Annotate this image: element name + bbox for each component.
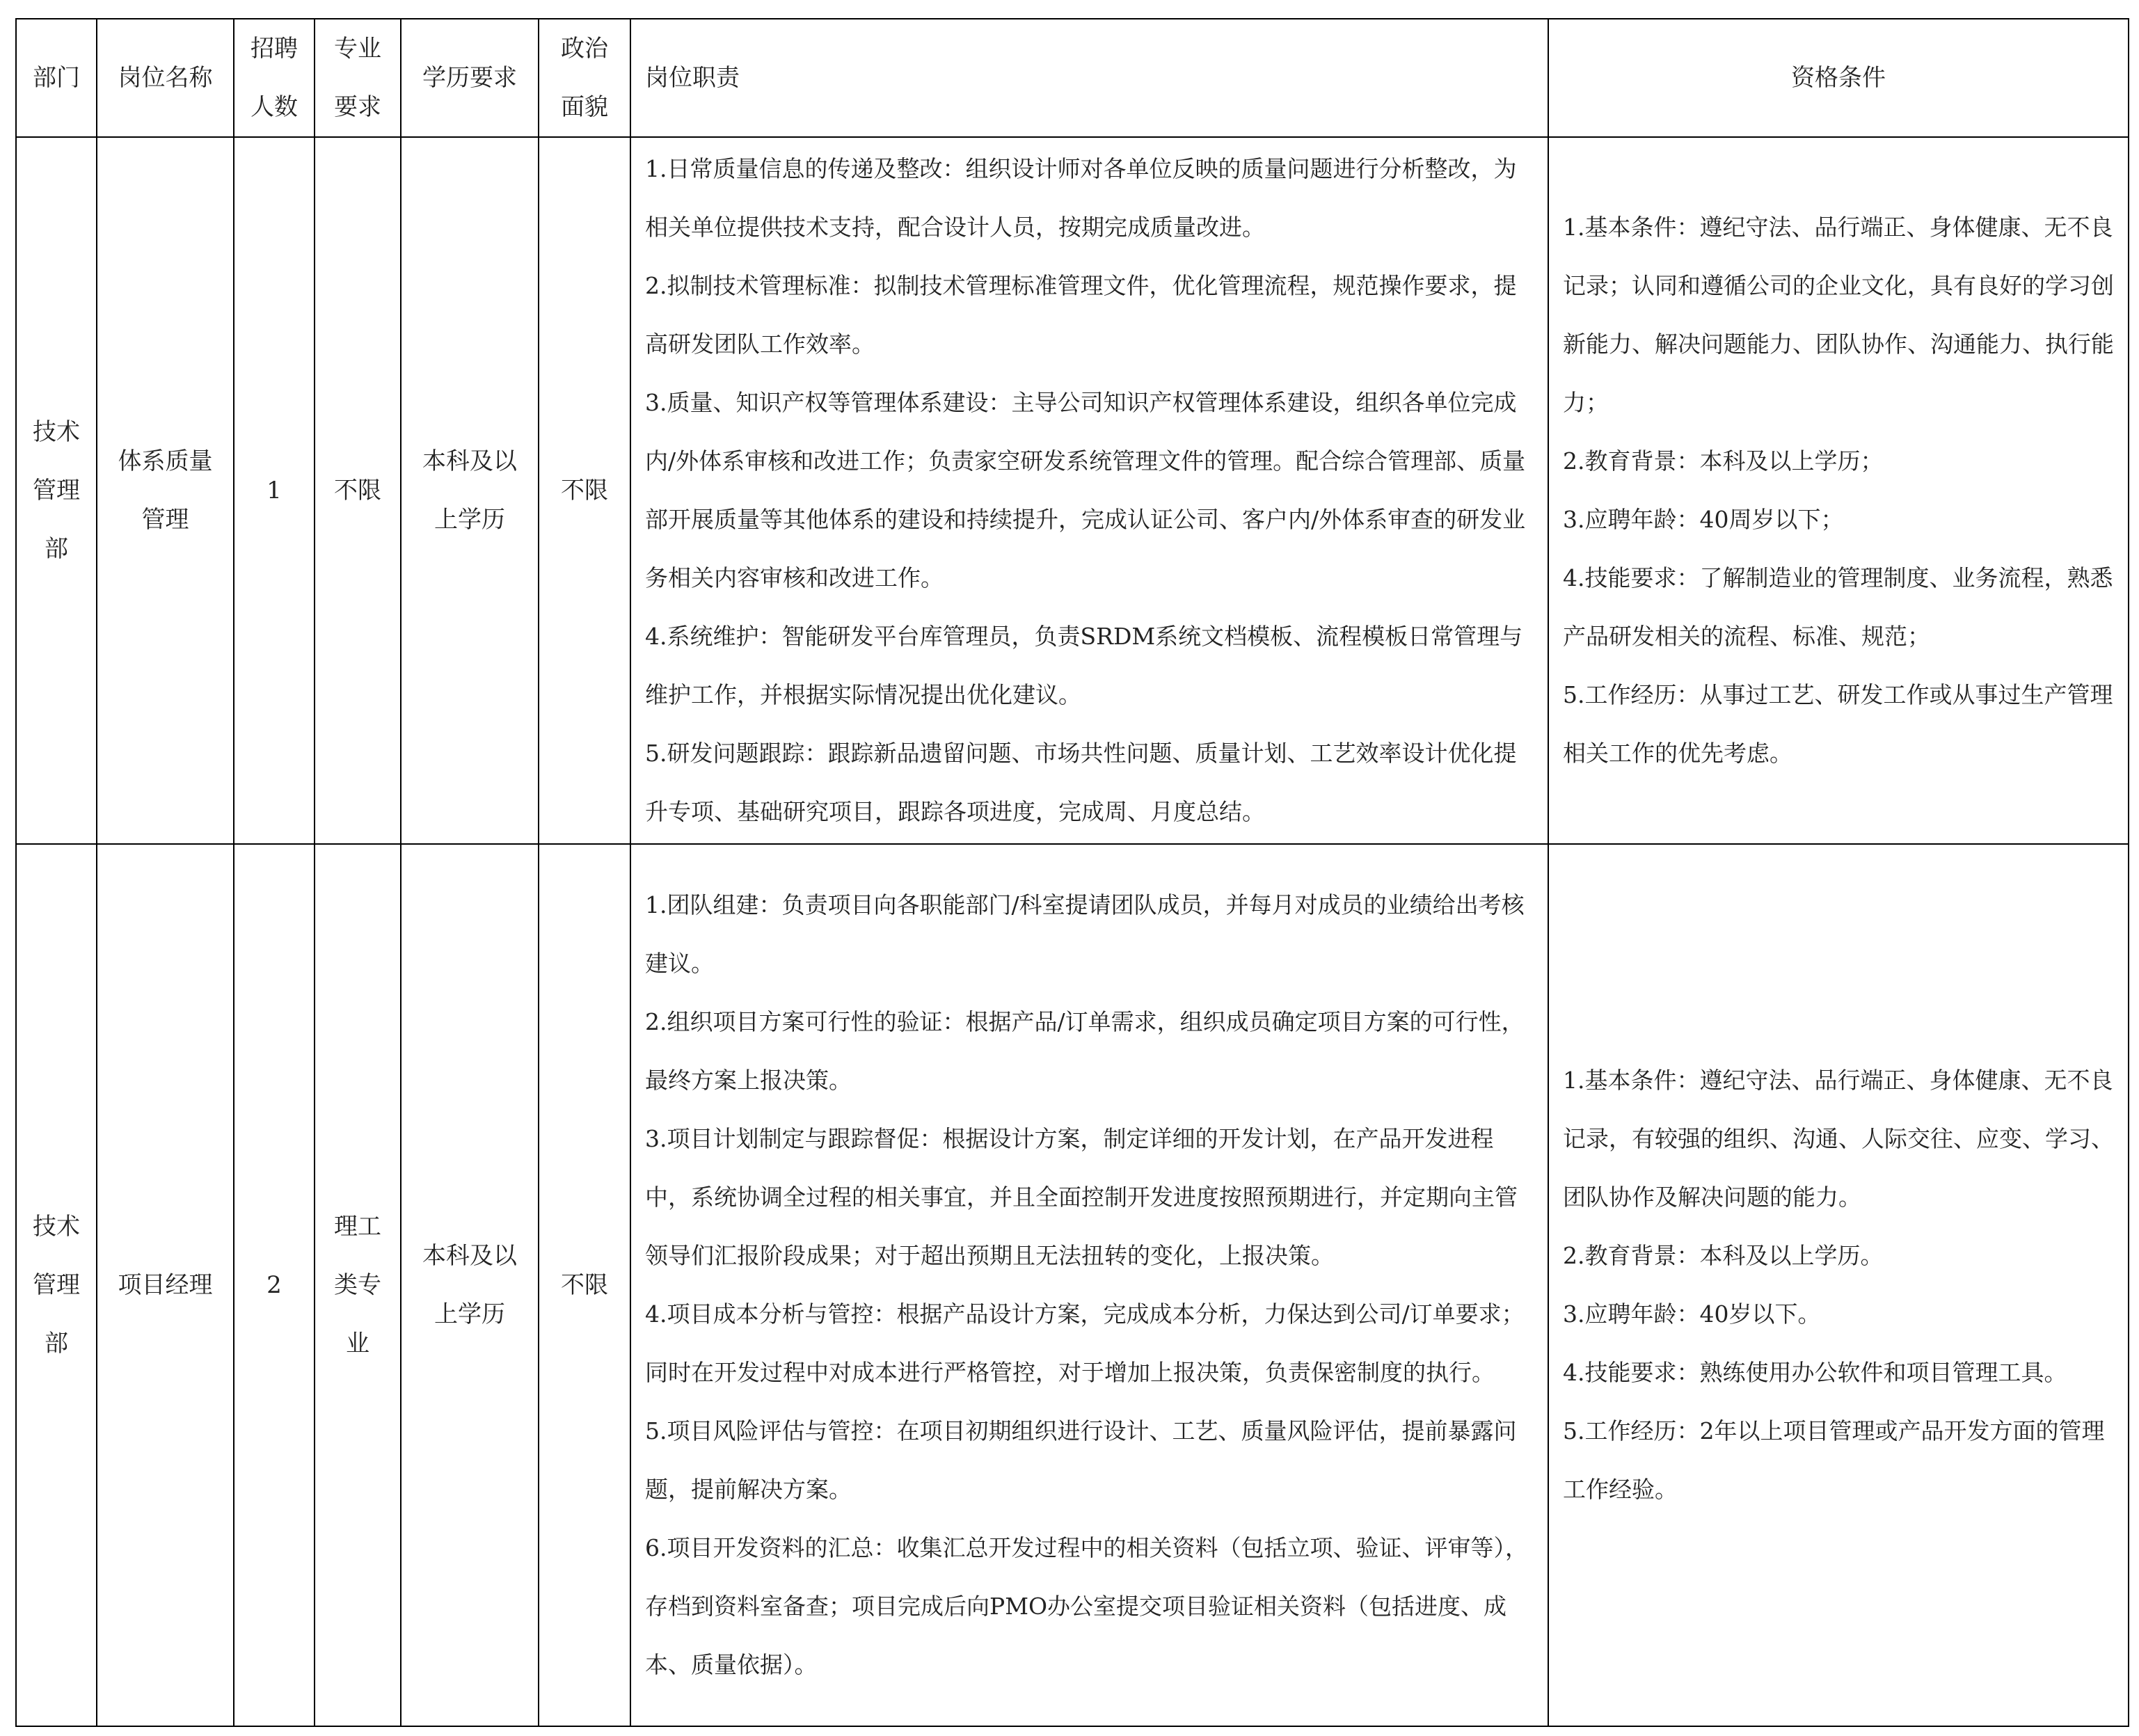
cell-major: 理工类专业 [315,844,401,1726]
cell-qualifications [1548,844,2129,1726]
qualification-item: 1.基本条件：遵纪守法、品行端正、身体健康、无不良记录；认同和遵循公司的企业文化，具有良好的学习创新能力、解决问题能力、团队协作、沟通能力、执行能力； [1563,214,2114,416]
cell-dept: 技术管理部 [16,137,97,844]
duty-item: 6.项目开发资料的汇总：收集汇总开发过程中的相关资料（包括立项、验证、评审等），存档到资料室备查；项目完成后向PMO办公室提交项目验证相关资料（包括进度、成本、质量依据）。 [645,1534,1528,1678]
cell-dept: 技术管理部 [16,844,97,1726]
duty-item: 5.研发问题跟踪：跟踪新品遗留问题、市场共性问题、质量计划、工艺效率设计优化提升专项、基础研究项目，跟踪各项进度，完成周、月度总结。 [645,740,1517,825]
header-headcount: 招聘人数 [234,19,315,137]
cell-duties [630,844,1548,1726]
qualification-item: 3.应聘年龄：40岁以下。 [1563,1300,1821,1328]
duty-item: 2.组织项目方案可行性的验证：根据产品/订单需求，组织成员确定项目方案的可行性，最终方案上报决策。 [645,1008,1525,1094]
header-position: 岗位名称 [97,19,234,137]
header-qualifications: 资格条件 [1548,19,2129,137]
cell-education: 本科及以上学历 [401,137,539,844]
header-education: 学历要求 [401,19,539,137]
cell-duties [630,137,1548,844]
cell-education: 本科及以上学历 [401,844,539,1726]
duty-item: 5.项目风险评估与管控：在项目初期组织进行设计、工艺、质量风险评估，提前暴露问题，提前解决方案。 [645,1417,1517,1503]
duty-item: 3.质量、知识产权等管理体系建设：主导公司知识产权管理体系建设，组织各单位完成内/外体系审核和改进工作；负责家空研发系统管理文件的管理。配合综合管理部、质量部开展质量等其他体系的建设和持续提升，完成认证公司、客户内/外体系审查的研发业务相关内容审核和改进工作。 [645,389,1526,591]
duty-item: 4.系统维护：智能研发平台库管理员，负责SRDM系统文档模板、流程模板日常管理与维护工作，并根据实际情况提出优化建议。 [645,623,1523,708]
qualification-item: 5.工作经历：2年以上项目管理或产品开发方面的管理工作经验。 [1563,1417,2105,1503]
cell-major: 不限 [315,137,401,844]
header-dept: 部门 [16,19,97,137]
qualification-item: 4.技能要求：了解制造业的管理制度、业务流程，熟悉产品研发相关的流程、标准、规范； [1563,564,2113,650]
cell-political: 不限 [539,844,630,1726]
cell-headcount: 1 [234,137,315,844]
duty-item: 1.团队组建：负责项目向各职能部门/科室提请团队成员，并每月对成员的业绩给出考核建议。 [645,891,1525,977]
cell-position: 项目经理 [97,844,234,1726]
qualification-item: 4.技能要求：熟练使用办公软件和项目管理工具。 [1563,1359,2067,1386]
job-requirements-table [15,18,2129,1727]
cell-position: 体系质量管理 [97,137,234,844]
qualification-item: 2.教育背景：本科及以上学历； [1563,447,1884,475]
cell-headcount: 2 [234,844,315,1726]
table-header-row [16,19,2129,137]
duty-item: 4.项目成本分析与管控：根据产品设计方案，完成成本分析，力保达到公司/订单要求；同时在开发过程中对成本进行严格管控，对于增加上报决策，负责保密制度的执行。 [645,1300,1525,1386]
table-row [16,844,2129,1726]
header-duties: 岗位职责 [630,19,1548,137]
cell-qualifications [1548,137,2129,844]
duty-item: 3.项目计划制定与跟踪督促：根据设计方案，制定详细的开发计划，在产品开发进程中，系统协调全过程的相关事宜，并且全面控制开发进度按照预期进行，并定期向主管领导们汇报阶段成果；对于超出预期且无法扭转的变化，上报决策。 [645,1125,1518,1269]
table-row [16,137,2129,844]
qualification-item: 2.教育背景：本科及以上学历。 [1563,1242,1884,1269]
qualification-item: 1.基本条件：遵纪守法、品行端正、身体健康、无不良记录，有较强的组织、沟通、人际交往、应变、学习、团队协作及解决问题的能力。 [1563,1067,2114,1211]
duty-item: 1.日常质量信息的传递及整改：组织设计师对各单位反映的质量问题进行分析整改，为相关单位提供技术支持，配合设计人员，按期完成质量改进。 [645,155,1517,241]
qualification-item: 3.应聘年龄：40周岁以下； [1563,506,1844,533]
header-major: 专业要求 [315,19,401,137]
duty-item: 2.拟制技术管理标准：拟制技术管理标准管理文件，优化管理流程，规范操作要求，提高研发团队工作效率。 [645,272,1517,358]
qualification-item: 5.工作经历：从事过工艺、研发工作或从事过生产管理相关工作的优先考虑。 [1563,681,2113,767]
job-table-page [15,18,2129,1727]
cell-political: 不限 [539,137,630,844]
header-political: 政治面貌 [539,19,630,137]
